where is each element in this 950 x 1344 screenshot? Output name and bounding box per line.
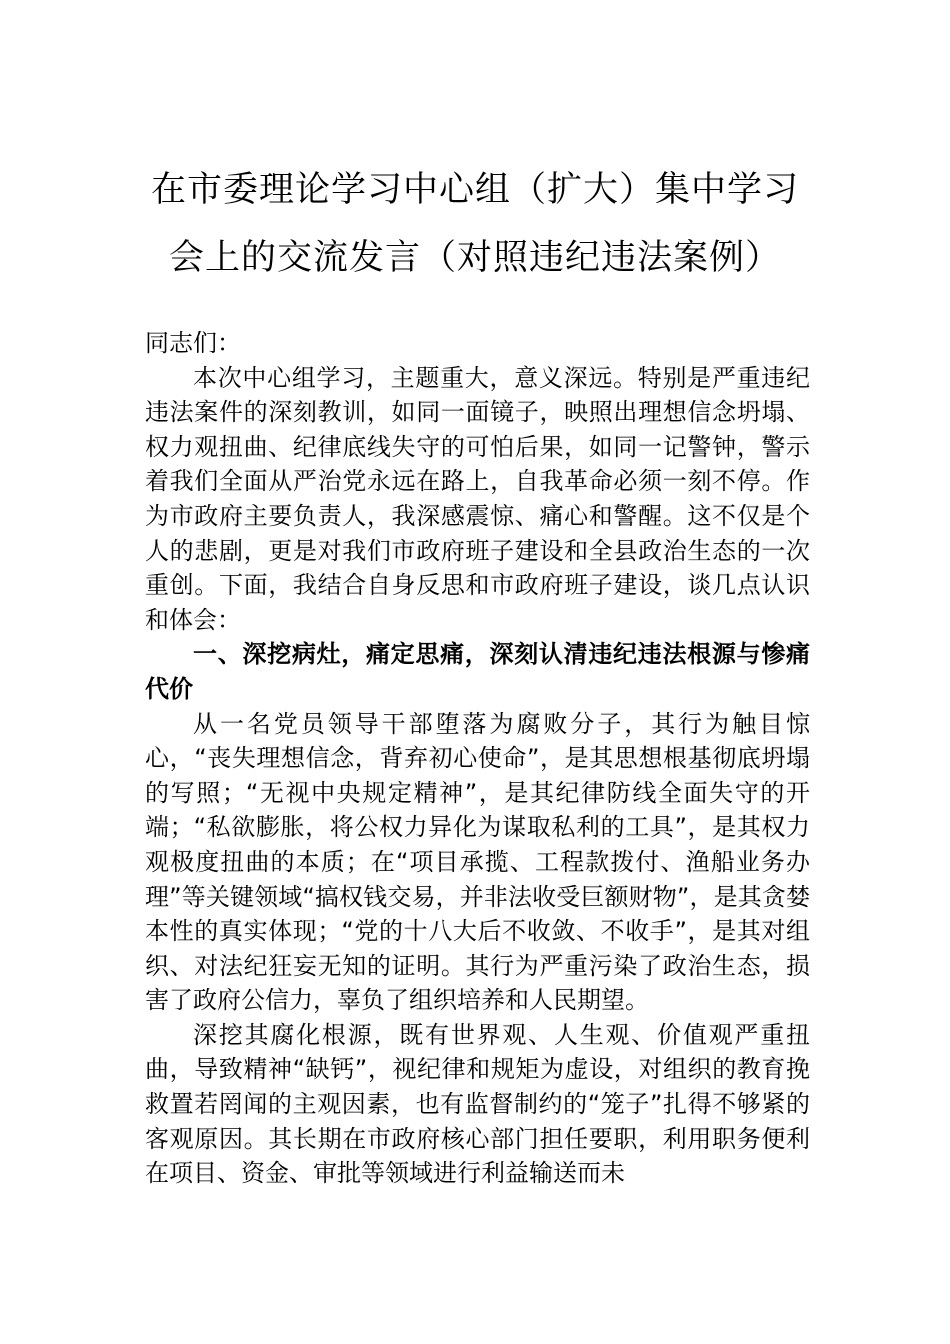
document-title-line-2: 会上的交流发言（对照违纪违法案例） — [168, 238, 781, 278]
document-body — [145, 326, 810, 1191]
salutation: 同志们： — [145, 329, 241, 357]
paragraph-case-description: 从一名党员领导干部堕落为腐败分子，其行为触目惊心，“丧失理想信念，背弃初心使命”，是其思想根基彻底坍塌的写照；“无视中央规定精神”，是其纪律防线全面失守的开端；“私欲膨胀，将公权力异化为谋取私利的工具”，是其权力观极度扭曲的本质；在“项目承揽、工程款拨付、渔船业务办理”等关键领域“搞权钱交易，并非法收受巨额财物”，是其贪婪本性的真实体现；“党的十八大后不收敛、不收手”，是其对组织、对法纪狂妄无知的证明。其行为严重污染了政治生态，损害了政府公信力，辜负了组织培养和人民期望。 — [145, 709, 810, 1015]
document-title-line-1: 在市委理论学习中心组（扩大）集中学习 — [150, 170, 799, 210]
paragraph-root-causes: 深挖其腐化根源，既有世界观、人生观、价值观严重扭曲，导致精神“缺钙”，视纪律和规矩为虚设，对组织的教育挽救置若罔闻的主观因素，也有监督制约的“笼子”扎得不够紧的客观原因。其长期在市政府核心部门担任要职，利用职务便利在项目、资金、审批等领域进行利益输送而未 — [145, 1020, 810, 1188]
section-heading-1: 一、深挖病灶，痛定思痛，深刻认清违纪违法根源与惨痛代价 — [145, 640, 810, 703]
paragraph-intro: 本次中心组学习，主题重大，意义深远。特别是严重违纪违法案件的深刻教训，如同一面镜子，映照出理想信念坍塌、权力观扭曲、纪律底线失守的可怕后果，如同一记警钟，警示着我们全面从严治党永远在路上，自我革命必须一刻不停。作为市政府主要负责人，我深感震惊、痛心和警醒。这不仅是个人的悲剧，更是对我们市政府班子建设和全县政治生态的一次重创。下面，我结合自身反思和市政府班子建设，谈几点认识和体会： — [145, 363, 810, 634]
